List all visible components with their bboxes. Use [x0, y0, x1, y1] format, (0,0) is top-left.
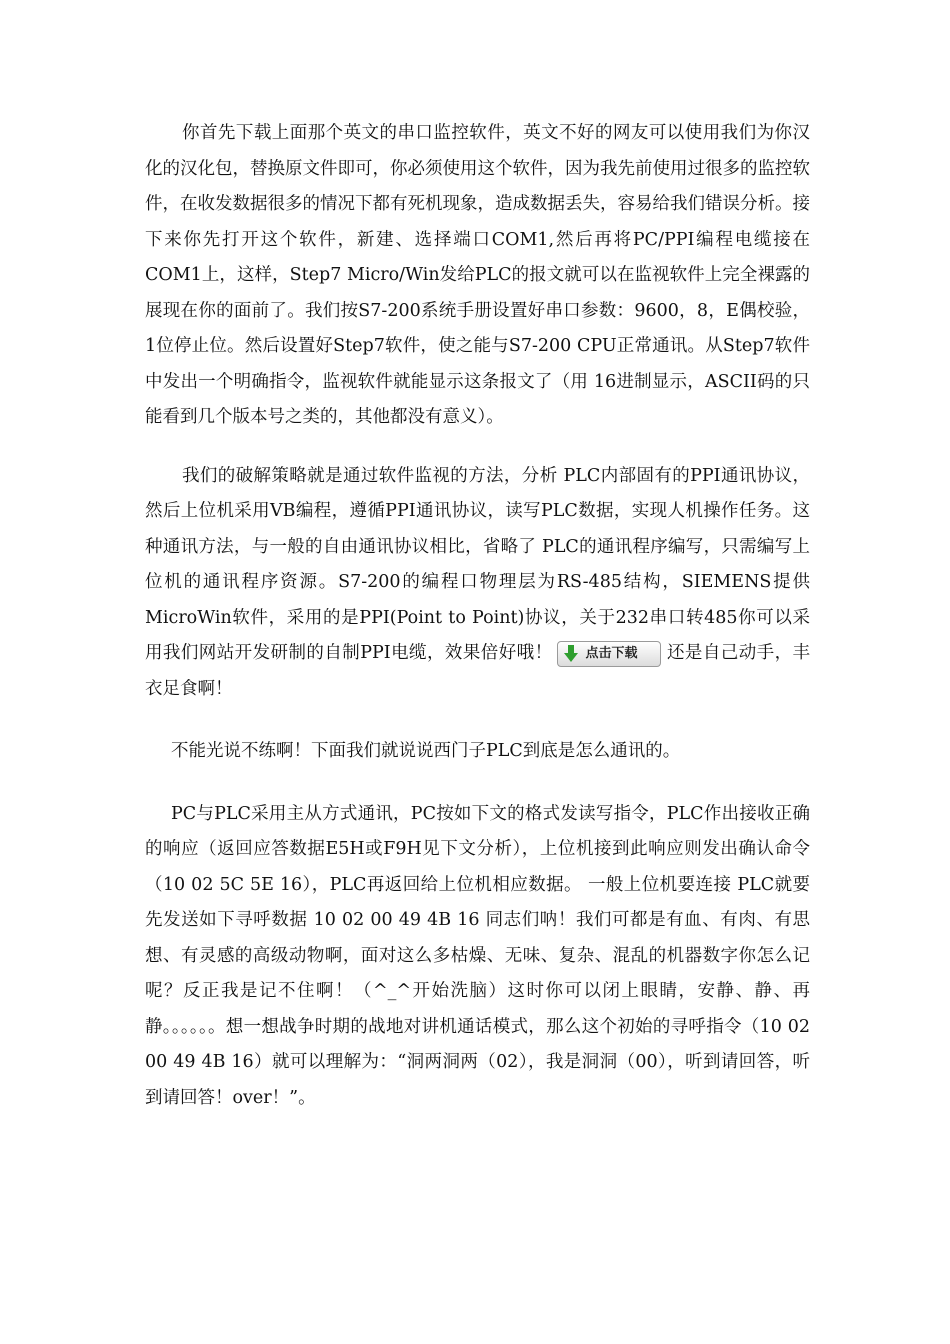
paragraph-strategy-tail: 还是自己动手，丰衣足食啊！ — [145, 643, 811, 699]
paragraph-strategy — [145, 459, 810, 708]
paragraph-master-slave: PC与PLC采用主从方式通讯，PC按如下文的格式发读写指令，PLC作出接收正确的响应（返回应答数据E5H或F9H见下文分析），上位机接到此响应则发出确认命令（10 02 5C 5E 16），PLC再返回给上位机相应数据。 一般上位机要连接 PLC就要先发送如下寻呼数据 10 02 00 49 4B 16 同志们呐！我们可都是有血、有肉、有思想、有灵感的高级动物啊，面对这么多枯燥、无味、复杂、混乱的机器数字你怎么记呢？反正我是记不住啊！（^_^开始洗脑）这时你可以闭上眼睛，安静、静、再静。。。。。。想一想战争时期的战地对讲机通话模式，那么这个初始的寻呼指令（10 02 00 49 4B 16）就可以理解为：“洞两洞两（02），我是洞洞（00），听到请回答，听到请回答！over！”。 — [145, 803, 810, 1108]
paragraph-strategy-text: 我们的破解策略就是通过软件监视的方法，分析 PLC内部固有的PPI通讯协议，然后上位机采用VB编程，遵循PPI通讯协议，读写PLC数据，实现人机操作任务。这种通讯方法，与一般的自由通讯协议相比，省略了 PLC的通讯程序编写，只需编写上位机的通讯程序资源。S7-200的编程口物理层为RS-485结构，SIEMENS提供MicroWin软件，采用的是PPI(Point to Point)协议，关于232串口转485你可以采用我们网站开发研制的自制PPI电缆，效果倍好哦！ — [145, 465, 810, 663]
download-button[interactable] — [557, 641, 661, 667]
paragraph-intro-siemens: 不能光说不练啊！下面我们就说说西门子PLC到底是怎么通讯的。 — [171, 741, 681, 761]
document-body — [145, 116, 810, 1116]
paragraph-serial-monitor: 你首先下载上面那个英文的串口监控软件，英文不好的网友可以使用我们为你汉化的汉化包，替换原文件即可，你必须使用这个软件，因为我先前使用过很多的监控软件，在收发数据很多的情况下都有死机现象，造成数据丢失，容易给我们错误分析。接下来你先打开这个软件，新建、选择端口COM1,然后再将PC/PPI编程电缆接在COM1上，这样，Step7 Micro/Win发给PLC的报文就可以在监视软件上完全裸露的展现在你的面前了。我们按S7-200系统手册设置好串口参数：9600，8，E偶校验，1位停止位。然后设置好Step7软件，使之能与S7-200 CPU正常通讯。从Step7软件中发出一个明确指令，监视软件就能显示这条报文了（用 16进制显示，ASCII码的只能看到几个版本号之类的，其他都没有意义）。 — [145, 123, 810, 427]
download-arrow-icon — [564, 645, 578, 663]
download-button-label: 点击下载 — [585, 646, 638, 661]
